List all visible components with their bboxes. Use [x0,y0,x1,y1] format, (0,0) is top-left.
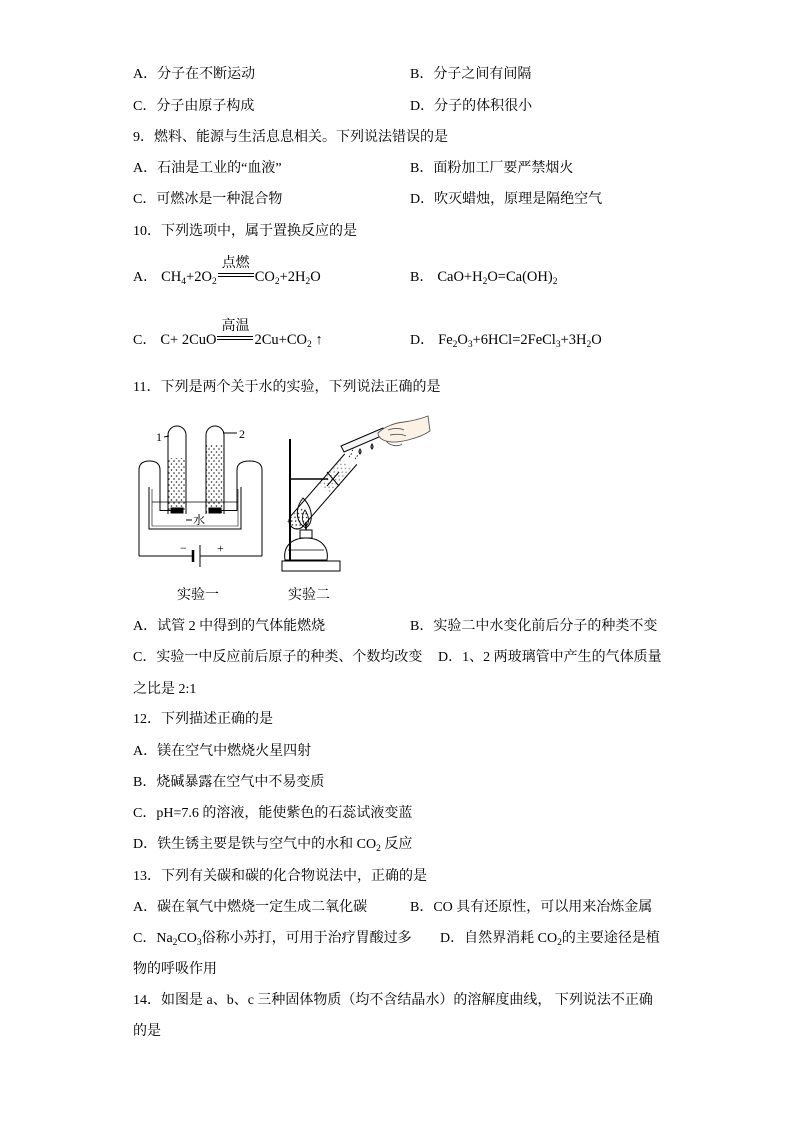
text-segment: CO [177,931,197,946]
option-text: 镁在空气中燃烧火星四射 [157,744,312,759]
q8-option-b [410,65,531,85]
text-segment: O [457,332,468,348]
test-tube [286,454,357,532]
text-segment: CO [254,269,275,285]
text-segment: O [591,332,602,348]
subscript: 2 [274,277,280,287]
q13-stem: 13．下列有关碳和碳的化合物说法中，正确的是 [133,869,427,884]
text-segment: O [310,269,321,285]
q8-option-d [410,97,532,117]
option-label: D． [410,333,435,348]
subscript: 2 [586,340,592,350]
option-label: C． [133,333,157,348]
option-label: D． [410,99,435,114]
water-droplet [359,449,361,454]
text-segment: +2O [186,269,212,285]
option-text [157,837,412,852]
experiment-2-heating-water [282,416,430,571]
option-label: B． [410,900,434,915]
products [254,332,322,348]
text-segment: O=Ca(OH) [487,269,553,285]
text-segment: ↑ [311,332,323,348]
q10-option-d [410,330,602,350]
option-label: B． [410,161,434,176]
option-label: A． [133,900,158,915]
electrode-2 [209,508,221,513]
text-segment: +3H [560,332,587,348]
option-label: A． [133,67,158,82]
option-text: 分子的体积很小 [434,99,533,114]
q10-option-a [133,256,321,287]
text-segment: 的主要途径是植 [561,931,660,946]
text-segment: CH [161,269,182,285]
option-label: D． [133,837,158,852]
text-segment: 反应 [380,837,413,852]
q12-stem: 12．下列描述正确的是 [133,712,273,727]
figure-caption-experiment-1: 实验一 [177,588,219,603]
q13-option-d-continued: 物的呼吸作用 [133,962,217,977]
q9-option-a [133,159,282,179]
option-label: C． [133,192,157,207]
option-text: 可燃冰是一种混合物 [156,192,283,207]
option-label: B． [410,619,434,634]
option-text: 面粉加工厂要严禁烟火 [433,161,574,176]
subscript: 2 [376,844,381,854]
q11-option-c [133,648,422,668]
equals-double-line [217,336,253,340]
text-segment: 俗称小苏打，可用于治疗胃酸过多 [201,931,412,946]
lamp-neck [300,530,312,538]
q8-option-c [133,97,254,117]
q11-option-a [133,617,325,637]
products [255,269,321,285]
subscript: 2 [211,277,217,287]
water-experiments-figure [130,415,440,587]
option-text: 1、2 两玻璃管中产生的气体质量 [462,650,662,665]
q13-option-d [440,929,660,949]
water-label: 水 [193,513,206,527]
water-droplet [371,444,373,449]
wire-negative [139,461,171,556]
q13-option-b [410,898,652,918]
text-segment: 铁生锈主要是铁与空气中的水和 CO [157,837,377,852]
text-segment: CaO+H [437,269,483,285]
reactants [160,332,216,348]
option-label: C． [133,99,157,114]
q11-option-b [410,617,657,637]
reaction-condition [218,256,254,287]
option-text: 试管 2 中得到的气体能燃烧 [157,619,326,634]
lamp-body [285,538,328,560]
q8-option-a [133,65,255,85]
q12-option-d [133,835,412,855]
q10-stem: 10．下列选项中，属于置换反应的是 [133,224,357,239]
q12-option-c [133,804,412,824]
text-segment: +6HCl=2FeCl [472,332,556,348]
option-text: 烧碱暴露在空气中不易变质 [156,775,325,790]
option-label: A． [133,619,158,634]
experiment-1-electrolysis [139,426,262,567]
option-text [464,931,660,946]
condition-label: 高温 [221,319,250,334]
q9-option-b [410,159,573,179]
subscript: 3 [555,340,561,350]
option-text: CO 具有还原性，可以用来冶炼金属 [433,900,653,915]
text-segment: 自然界消耗 CO [464,931,558,946]
option-text: 分子由原子构成 [156,99,255,114]
equation-b [437,269,557,285]
option-text [156,931,411,946]
q12-option-b [133,773,324,793]
text-segment: +2H [279,269,306,285]
option-label: C． [133,806,157,821]
electrode-1 [171,508,183,513]
subscript: 2 [306,340,312,350]
subscript: 2 [552,277,558,287]
option-label: D． [440,931,465,946]
q10-option-b [410,267,557,287]
stand-base [282,561,340,571]
option-label: D． [438,650,463,665]
q9-option-d [410,190,602,210]
text-segment: Fe [438,332,453,348]
reaction-condition [217,319,253,350]
figure-caption-experiment-2: 实验二 [288,588,330,603]
option-label: C． [133,650,157,665]
option-label: B． [410,67,434,82]
option-label: C． [133,931,157,946]
option-label: A． [133,744,158,759]
subscript: 2 [305,277,311,287]
tube-2-water [207,444,224,513]
subscript: 3 [196,938,202,948]
positive-terminal-label: + [217,541,224,555]
option-text: pH=7.6 的溶液，能使紫色的石蕊试液变蓝 [156,806,413,821]
equation-a [161,256,321,287]
subscript: 2 [482,277,488,287]
equals-double-line [218,273,254,277]
tube-2-label: 2 [239,427,245,441]
condition-label: 点燃 [221,256,250,271]
hand-icon [378,416,430,446]
q11-option-d [438,648,662,668]
option-label: B． [410,270,434,285]
q11-option-d-continued: 之比是 2:1 [133,682,197,697]
option-text: 分子在不断运动 [157,67,256,82]
q13-option-a [133,898,367,918]
tube-1-label: 1 [156,430,162,444]
text-segment: Na [156,931,173,946]
q12-option-a [133,742,311,762]
option-text: 碳在氧气中燃烧一定生成二氧化碳 [157,900,368,915]
reactants [161,269,217,285]
q13-option-c [133,929,412,949]
negative-terminal-label: − [180,541,187,555]
subscript: 3 [467,340,473,350]
subscript: 2 [452,340,458,350]
q14-stem: 14．如图是 a、b、c 三种固体物质（均不含结晶水）的溶解度曲线， 下列说法不正确 [133,993,653,1008]
text-segment: 2Cu+CO [254,332,307,348]
q9-option-c [133,190,282,210]
equation-c [160,319,323,350]
option-label: B． [133,775,157,790]
q14-stem-continued: 的是 [133,1024,161,1039]
text-segment: C+ 2CuO [160,332,217,348]
subscript: 4 [181,277,187,287]
option-text: 吹灭蜡烛，原理是隔绝空气 [434,192,603,207]
option-text: 实验一中反应前后原子的种类、个数均改变 [156,650,423,665]
q10-option-c [133,319,323,350]
subscript: 2 [172,938,178,948]
option-label: A． [133,161,158,176]
alcohol-lamp [285,498,328,560]
option-text: 石油是工业的“血液” [157,161,282,176]
option-label: D． [410,192,435,207]
option-text: 实验二中水变化前后分子的种类不变 [433,619,658,634]
q9-stem: 9．燃料、能源与生活息息相关。下列说法错误的是 [133,130,448,145]
option-label: A． [133,270,158,285]
equation-d [438,332,602,348]
q11-stem: 11．下列是两个关于水的实验，下列说法正确的是 [133,380,441,395]
subscript: 2 [557,938,562,948]
option-text: 分子之间有间隔 [433,67,532,82]
tube-1-water [169,458,186,513]
